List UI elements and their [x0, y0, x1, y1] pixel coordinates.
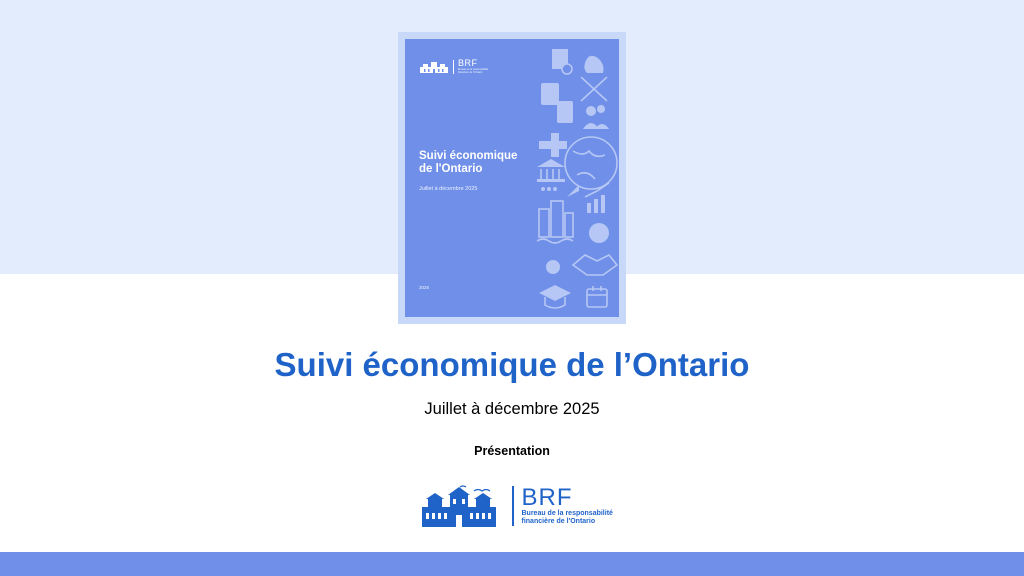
cover-logo-divider [453, 60, 454, 74]
handshake-icon [573, 255, 617, 275]
cover-logo [419, 59, 492, 74]
logo-brand: BRF [521, 483, 573, 511]
globe-icon [565, 137, 617, 189]
report-cover [405, 39, 619, 317]
cover-title-line2: de l'Ontario [419, 163, 483, 175]
cover-subtitle: Juillet à décembre 2025 [419, 186, 478, 192]
bank-icon [537, 159, 565, 182]
legislature-building-icon [419, 61, 449, 73]
city-icon [537, 201, 573, 243]
logo-divider [512, 486, 514, 526]
organization-logo [420, 483, 613, 529]
rocket-icon [567, 185, 579, 197]
dollar-coin-icon [589, 223, 609, 243]
ellipsis-icon [541, 187, 557, 191]
people-icon [583, 105, 609, 129]
logo-line1: Bureau de la responsabilité [521, 509, 613, 517]
date-range: Juillet à décembre 2025 [424, 400, 600, 418]
graduation-cap-icon [539, 285, 571, 308]
calendar-icon [587, 286, 607, 307]
cover-brand: BRF [458, 58, 478, 68]
page-title: Suivi économique de l’Ontario [274, 346, 750, 383]
logo-text [521, 483, 613, 527]
cover-icon-column [533, 39, 619, 317]
money-bag-icon [584, 56, 603, 73]
money-sack-icon [546, 260, 560, 274]
presentation-label: Présentation [474, 444, 550, 458]
cover-brand-tagline: Bureau de la responsabilité financière de l'Ontario [458, 68, 489, 74]
logo-line2: financière de l'Ontario [521, 518, 596, 525]
cover-year: 2026 [419, 285, 430, 290]
handshake-puzzle-icon [581, 77, 607, 101]
document-dollar-icon [552, 49, 572, 74]
medical-cross-icon [539, 133, 567, 157]
invoice-icon [541, 83, 559, 105]
calculator-icon [557, 101, 573, 123]
legislature-building-icon [420, 483, 498, 529]
cover-title [419, 150, 539, 176]
bottom-accent-band [0, 552, 1024, 576]
cover-title-line1: Suivi économique [419, 150, 518, 162]
